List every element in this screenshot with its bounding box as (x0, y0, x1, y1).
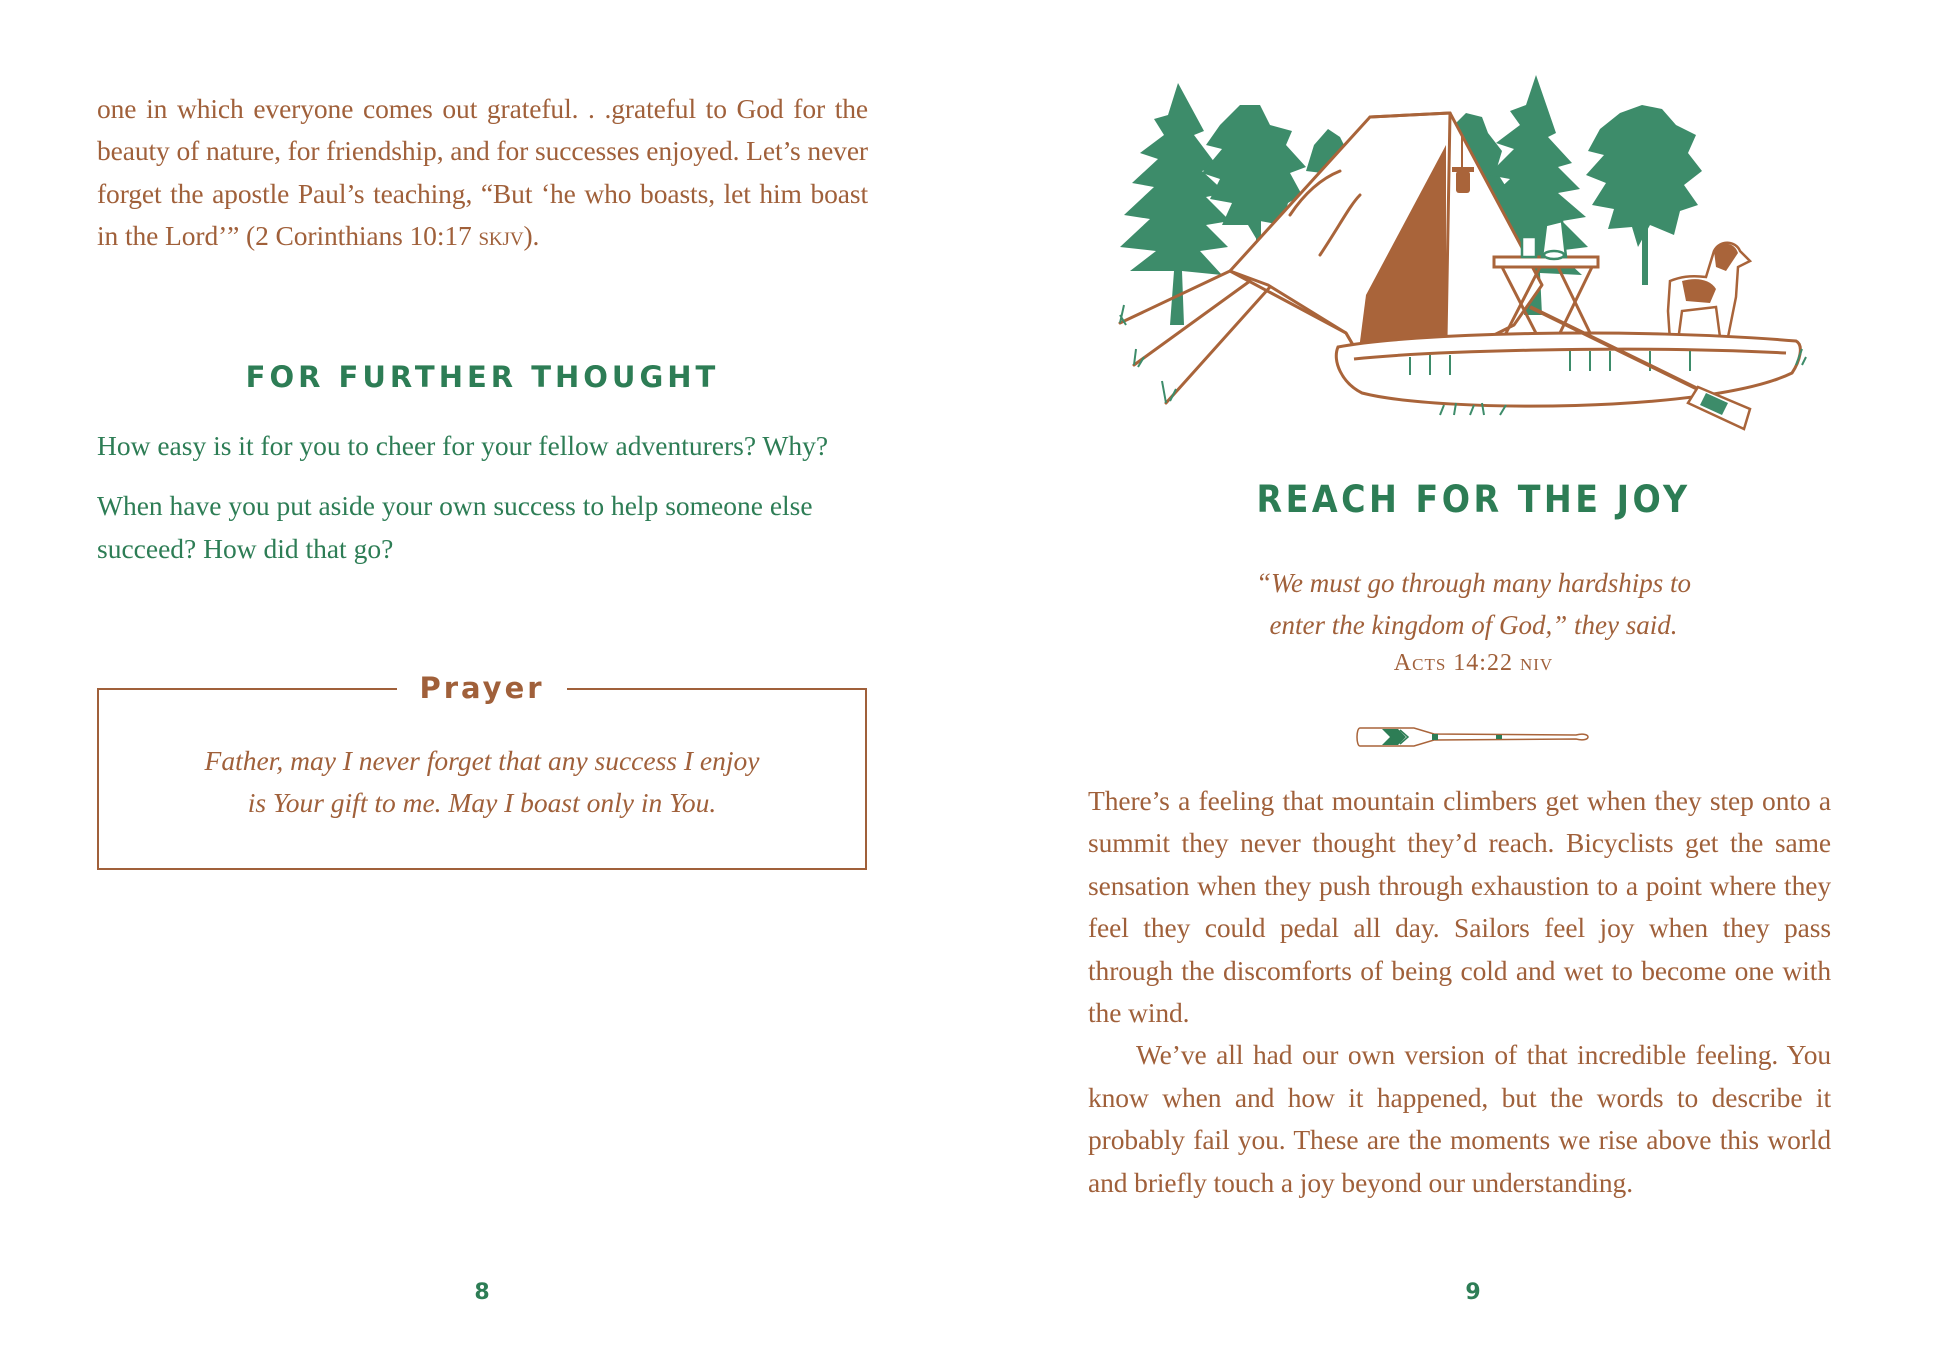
body-paragraph-1: There’s a feeling that mountain climbers get when they step onto a summit they never thought they’d reach. Bicyclists get the same sensation when they push through exhaustion to a point where they feel they could pedal all day. Sailors feel joy when they pass through the discomforts of being cold and wet to become one with the wind. (1088, 785, 1831, 1029)
prayer-box (97, 671, 867, 870)
page-number-right: 9 (1465, 1280, 1481, 1305)
campsite-illustration-icon (1110, 75, 1857, 470)
prayer-line-1: Father, may I never forget that any success I enjoy (204, 745, 760, 776)
chapter-body (1088, 780, 1831, 1204)
continued-paragraph (97, 88, 868, 258)
further-thought-heading: FOR FURTHER THOUGHT (245, 360, 720, 394)
continued-paragraph-text (97, 88, 868, 258)
prayer-text (99, 740, 865, 825)
prayer-label: Prayer (397, 668, 566, 708)
question-2: When have you put aside your own success to help someone else succeed? How did that go? (97, 490, 813, 564)
dog-icon (1668, 243, 1750, 341)
prayer-label-container (99, 668, 865, 708)
question-1: How easy is it for you to cheer for your fellow adventurers? Why? (97, 430, 829, 461)
epigraph-line-1: “We must go through many hardships to (1255, 568, 1692, 598)
paragraph-body: one in which everyone comes out grateful. . .grateful to God for the beauty of nature, for friendship, and for successes enjoyed. Let’s never forget the apostle Paul’s teaching, “But ‘he who boasts, let him boast in the Lord’” (2 Corinthians 10:17 (97, 93, 868, 252)
right-page (973, 0, 1946, 1362)
bible-version: skjv (478, 220, 524, 252)
epigraph-reference: Acts 14:22 niv (1393, 650, 1554, 676)
prayer-line-2: is Your gift to me. May I boast only in You. (247, 787, 717, 819)
page-number-left: 8 (474, 1280, 490, 1305)
paragraph-closing: ). (523, 220, 540, 252)
paddle-icon (1356, 722, 1590, 752)
epigraph (1088, 562, 1859, 647)
further-thought-questions (97, 425, 868, 588)
chapter-title: REACH FOR THE JOY (1256, 478, 1691, 521)
body-paragraph-2: We’ve all had our own version of that incredible feeling. You know when and how it happened, but the words to describe it probably fail you. These are the moments we rise above this world and briefly touch a joy beyond our understanding. (1088, 1039, 1831, 1198)
epigraph-line-2: enter the kingdom of God,” they said. (1269, 610, 1678, 641)
canoe-icon (1336, 333, 1800, 406)
